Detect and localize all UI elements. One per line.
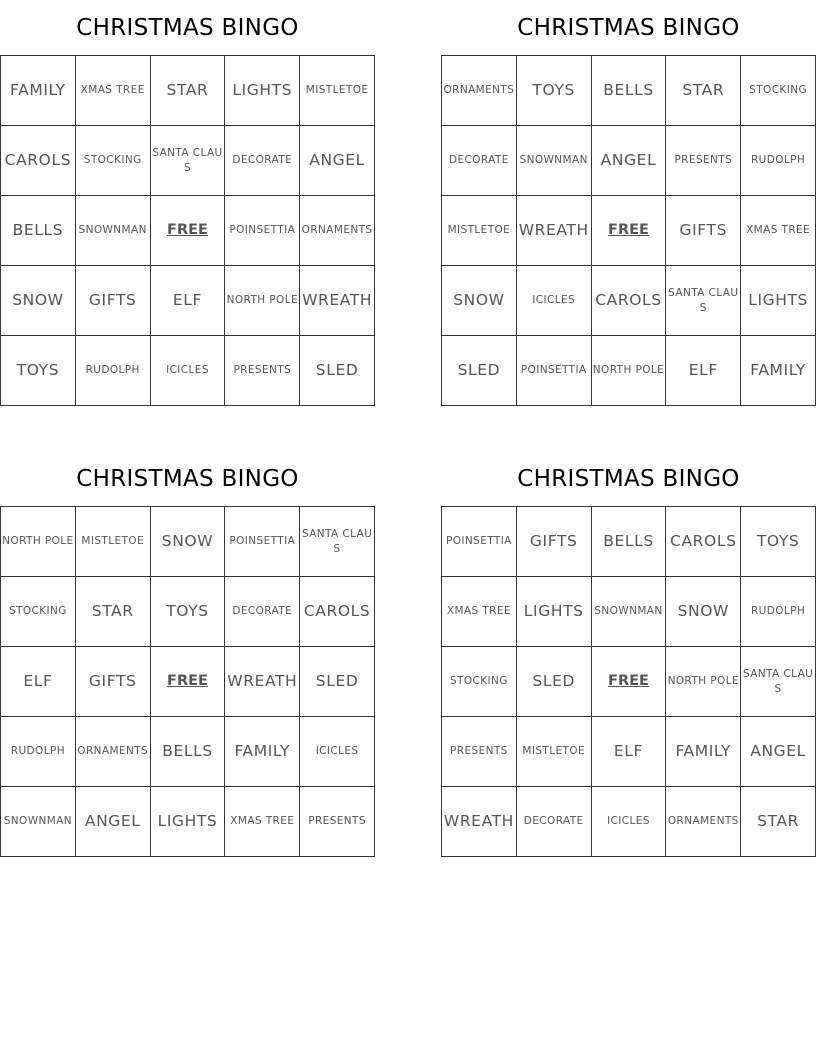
bingo-cell: ANGEL: [300, 126, 375, 196]
bingo-cell: GIFTS: [517, 507, 592, 577]
bingo-cell: LIGHTS: [225, 56, 300, 126]
bingo-cell: SNOW: [1, 266, 76, 336]
bingo-cell: SNOWNMAN: [76, 196, 151, 266]
bingo-card-4: [441, 451, 816, 857]
bingo-cell: ELF: [1, 647, 76, 717]
bingo-cell: ORNAMENTS: [442, 56, 517, 126]
bingo-cell: SNOW: [151, 507, 226, 577]
bingo-card-1: [0, 0, 375, 406]
card-title: CHRISTMAS BINGO: [76, 15, 299, 41]
bingo-grid: [0, 55, 375, 406]
bingo-cell: PRESENTS: [300, 787, 375, 857]
bingo-cell: XMAS TREE: [741, 196, 816, 266]
card-title: CHRISTMAS BINGO: [517, 466, 740, 492]
bingo-cell: ELF: [592, 717, 667, 787]
bingo-cell: ANGEL: [741, 717, 816, 787]
bingo-cell: ANGEL: [592, 126, 667, 196]
bingo-cell: POINSETTIA: [442, 507, 517, 577]
bingo-cell: POINSETTIA: [517, 336, 592, 406]
bingo-cell: NORTH POLE: [666, 647, 741, 717]
bingo-cell: SLED: [442, 336, 517, 406]
bingo-cell: STAR: [666, 56, 741, 126]
bingo-cell: ORNAMENTS: [666, 787, 741, 857]
bingo-cell: SLED: [517, 647, 592, 717]
bingo-cell: BELLS: [151, 717, 226, 787]
bingo-cell: PRESENTS: [225, 336, 300, 406]
bingo-grid: [441, 55, 816, 406]
bingo-cell: ICICLES: [592, 787, 667, 857]
bingo-cell: POINSETTIA: [225, 196, 300, 266]
bingo-cell: CAROLS: [666, 507, 741, 577]
bingo-cell: ICICLES: [300, 717, 375, 787]
bingo-cell: RUDOLPH: [741, 577, 816, 647]
bingo-cell: ELF: [666, 336, 741, 406]
bingo-cell: ANGEL: [76, 787, 151, 857]
bingo-cell: MISTLETOE: [300, 56, 375, 126]
bingo-cell: WREATH: [225, 647, 300, 717]
bingo-cell: BELLS: [592, 507, 667, 577]
free-space: FREE: [592, 647, 667, 717]
bingo-cell: BELLS: [1, 196, 76, 266]
bingo-cell: GIFTS: [76, 647, 151, 717]
bingo-cell: ICICLES: [151, 336, 226, 406]
bingo-cell: FAMILY: [741, 336, 816, 406]
bingo-cell: STOCKING: [76, 126, 151, 196]
bingo-grid: [0, 506, 375, 857]
bingo-cell: NORTH POLE: [592, 336, 667, 406]
bingo-cell: STAR: [151, 56, 226, 126]
bingo-cell: SLED: [300, 647, 375, 717]
free-space: FREE: [151, 647, 226, 717]
bingo-cell: CAROLS: [300, 577, 375, 647]
bingo-cell: POINSETTIA: [225, 507, 300, 577]
bingo-cell: DECORATE: [442, 126, 517, 196]
bingo-cell: ICICLES: [517, 266, 592, 336]
bingo-cell: DECORATE: [225, 126, 300, 196]
bingo-cell: SNOWNMAN: [517, 126, 592, 196]
bingo-cell: ELF: [151, 266, 226, 336]
bingo-cell: PRESENTS: [666, 126, 741, 196]
bingo-cell: CAROLS: [1, 126, 76, 196]
bingo-cell: RUDOLPH: [1, 717, 76, 787]
bingo-cell: XMAS TREE: [225, 787, 300, 857]
bingo-cell: SNOWNMAN: [1, 787, 76, 857]
bingo-cell: MISTLETOE: [76, 507, 151, 577]
card-title: CHRISTMAS BINGO: [517, 15, 740, 41]
free-space: FREE: [592, 196, 667, 266]
bingo-cell: TOYS: [741, 507, 816, 577]
bingo-cell: GIFTS: [76, 266, 151, 336]
bingo-cell: FAMILY: [225, 717, 300, 787]
bingo-cell: XMAS TREE: [76, 56, 151, 126]
bingo-cell: RUDOLPH: [76, 336, 151, 406]
bingo-cell: SANTA CLAUS: [666, 266, 741, 336]
free-space: FREE: [151, 196, 226, 266]
bingo-cell: WREATH: [442, 787, 517, 857]
bingo-cell: CAROLS: [592, 266, 667, 336]
bingo-cell: SANTA CLAUS: [300, 507, 375, 577]
card-title: CHRISTMAS BINGO: [76, 466, 299, 492]
bingo-cell: STOCKING: [442, 647, 517, 717]
bingo-cell: SNOW: [666, 577, 741, 647]
bingo-cell: TOYS: [517, 56, 592, 126]
bingo-cell: WREATH: [300, 266, 375, 336]
bingo-cell: ORNAMENTS: [76, 717, 151, 787]
bingo-cell: NORTH POLE: [225, 266, 300, 336]
bingo-cell: SNOW: [442, 266, 517, 336]
bingo-cell: MISTLETOE: [517, 717, 592, 787]
bingo-cell: LIGHTS: [741, 266, 816, 336]
bingo-cell: TOYS: [1, 336, 76, 406]
bingo-cell: STAR: [76, 577, 151, 647]
bingo-cell: SANTA CLAUS: [151, 126, 226, 196]
bingo-cell: LIGHTS: [151, 787, 226, 857]
bingo-cell: BELLS: [592, 56, 667, 126]
bingo-cell: RUDOLPH: [741, 126, 816, 196]
bingo-cell: STOCKING: [741, 56, 816, 126]
bingo-cell: STOCKING: [1, 577, 76, 647]
bingo-cell: NORTH POLE: [1, 507, 76, 577]
bingo-cell: MISTLETOE: [442, 196, 517, 266]
bingo-cell: XMAS TREE: [442, 577, 517, 647]
bingo-cell: DECORATE: [517, 787, 592, 857]
bingo-cell: FAMILY: [666, 717, 741, 787]
bingo-card-3: [0, 451, 375, 857]
bingo-cell: WREATH: [517, 196, 592, 266]
bingo-cell: LIGHTS: [517, 577, 592, 647]
bingo-cell: SNOWNMAN: [592, 577, 667, 647]
bingo-cell: DECORATE: [225, 577, 300, 647]
bingo-cell: SLED: [300, 336, 375, 406]
bingo-cell: STAR: [741, 787, 816, 857]
bingo-cell: SANTA CLAUS: [741, 647, 816, 717]
bingo-cell: FAMILY: [1, 56, 76, 126]
bingo-cell: PRESENTS: [442, 717, 517, 787]
bingo-card-2: [441, 0, 816, 406]
bingo-cell: TOYS: [151, 577, 226, 647]
bingo-cell: ORNAMENTS: [300, 196, 375, 266]
bingo-grid: [441, 506, 816, 857]
bingo-cell: GIFTS: [666, 196, 741, 266]
